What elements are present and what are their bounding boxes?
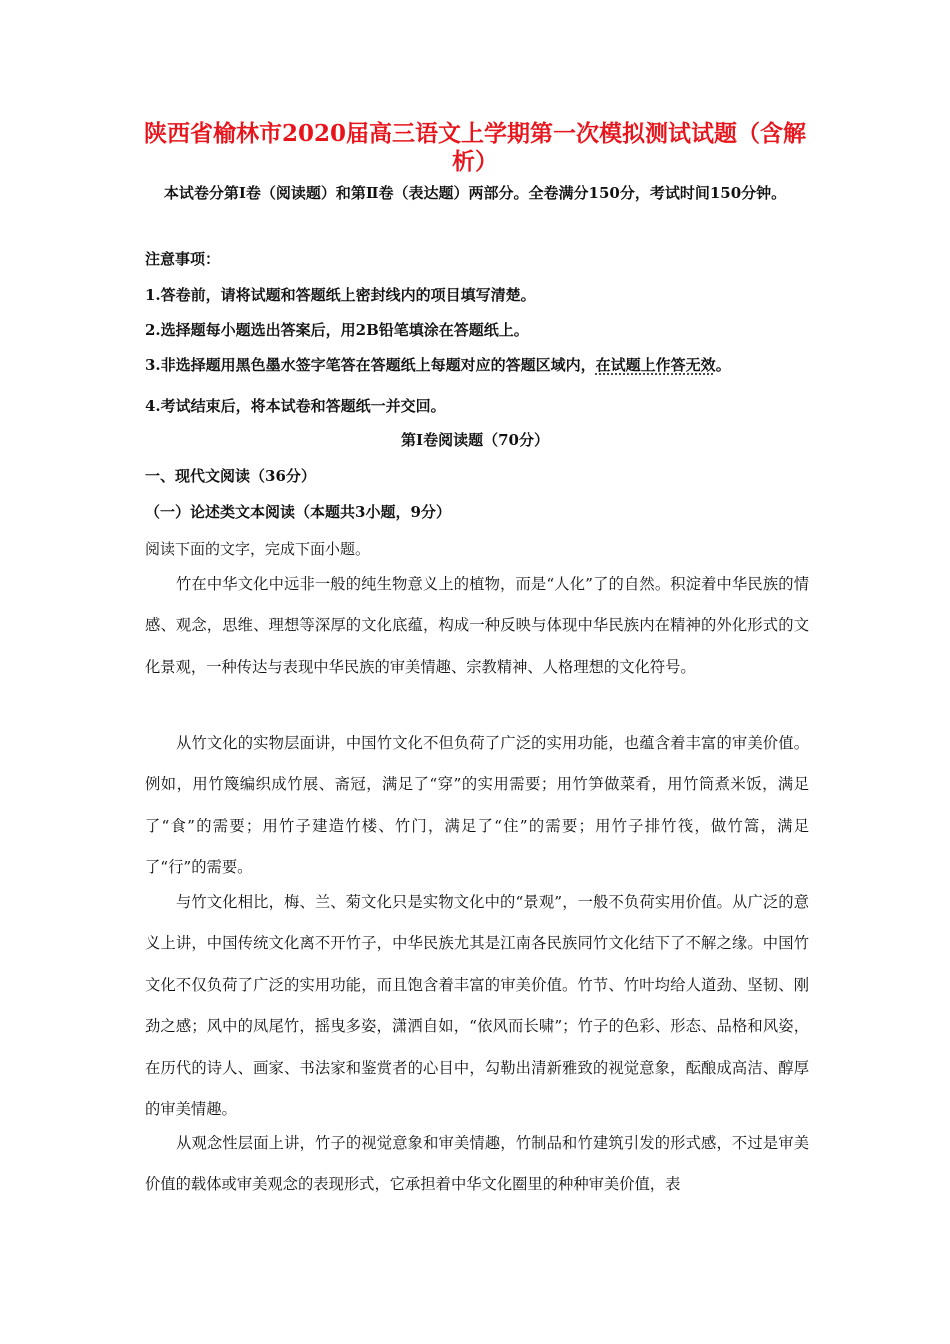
- reading-instruction: 阅读下面的文字，完成下面小题。: [145, 540, 371, 558]
- part1-subheading: （一）论述类文本阅读（本题共3小题，9分）: [145, 503, 451, 521]
- notice-item-3: [145, 355, 731, 375]
- part1-heading: 一、现代文阅读（36分）: [145, 467, 316, 485]
- notice-item-3-emphasis: 在试题上作答无效: [595, 356, 716, 374]
- passage-paragraph-3: 与竹文化相比，梅、兰、菊文化只是实物文化中的“景观”，一般不负荷实用价值。从广泛的意义上讲，中国传统文化离不开竹子，中华民族尤其是江南各民族同竹文化结下了不解之缘。中国竹文化不仅负荷了广泛的实用功能，而且饱含着丰富的审美价值。竹节、竹叶均给人道劲、坚韧、刚劲之感；风中的凤尾竹，摇曳多姿，潇洒自如，“依风而长啸”；竹子的色彩、形态、品格和风姿，在历代的诗人、画家、书法家和鉴赏者的心目中，勾勒出清新雅致的视觉意象，酝酿成高洁、醇厚的审美情趣。: [145, 893, 809, 1119]
- notice-heading: 注意事项：: [145, 250, 221, 268]
- exam-intro: 本试卷分第Ⅰ卷（阅读题）和第Ⅱ卷（表达题）两部分。全卷满分150分，考试时间150分钟。: [163, 184, 787, 202]
- notice-item-3-end: 。: [715, 356, 731, 374]
- notice-item-4: 4.考试结束后，将本试卷和答题纸一并交回。: [145, 397, 446, 415]
- document-title: 陕西省榆林市2020届高三语文上学期第一次模拟测试试题（含解析）: [143, 120, 806, 175]
- passage-paragraph-2: 从竹文化的实物层面讲，中国竹文化不但负荷了广泛的实用功能，也蕴含着丰富的审美价值。例如，用竹篾编织成竹展、斋冠，满足了“穿”的实用需要；用竹笋做菜肴，用竹筒煮米饭，满足了“食”的需要；用竹子建造竹楼、竹门，满足了“住”的需要；用竹子排竹筏，做竹篙，满足了“行”的需要。: [145, 734, 809, 877]
- notice-item-2: 2.选择题每小题选出答案后，用2B铅笔填涂在答题纸上。: [145, 321, 529, 339]
- passage-paragraph-1: 竹在中华文化中远非一般的纯生物意义上的植物，而是“人化”了的自然。积淀着中华民族的情感、观念，思维、理想等深厚的文化底蕴，构成一种反映与体现中华民族内在精神的外化形式的文化景观，一种传达与表现中华民族的审美情趣、宗教精神、人格理想的文化符号。: [145, 575, 809, 676]
- section-title: 第Ⅰ卷阅读题（70分）: [401, 431, 549, 449]
- passage-paragraph-4: 从观念性层面上讲，竹子的视觉意象和审美情趣，竹制品和竹建筑引发的形式感，不过是审美价值的载体或审美观念的表现形式，它承担着中华文化圈里的种种审美价值，表: [145, 1134, 809, 1194]
- notice-item-1: 1.答卷前，请将试题和答题纸上密封线内的项目填写清楚。: [145, 286, 536, 304]
- notice-item-3-main: 3.非选择题用黑色墨水签字笔答在答题纸上每题对应的答题区域内，: [145, 356, 596, 374]
